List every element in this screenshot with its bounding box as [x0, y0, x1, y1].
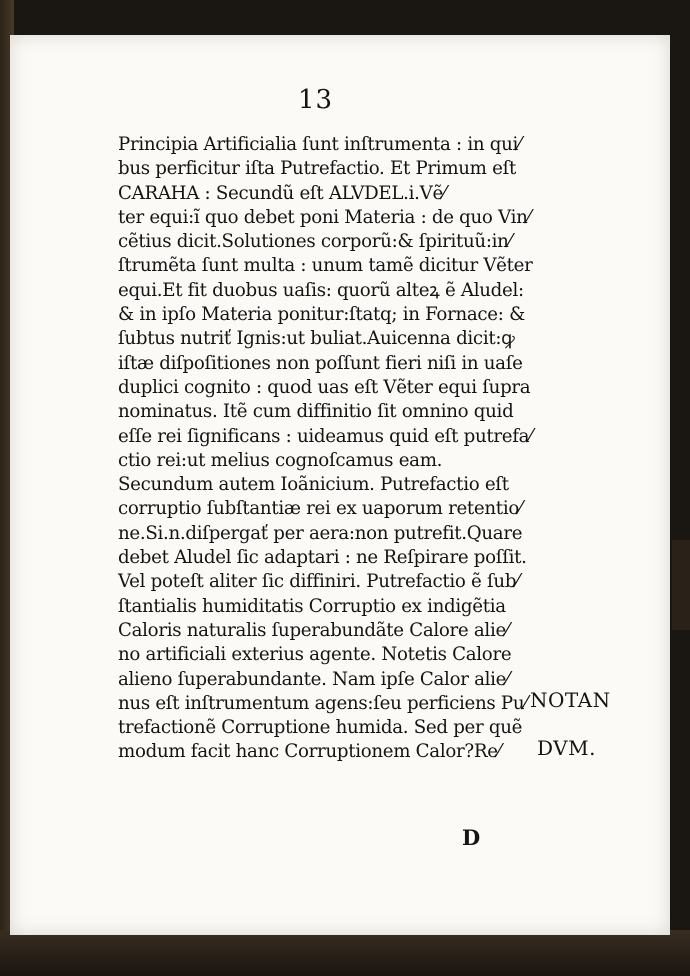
text-line: duplici cognito : quod uas eſt Vẽter equi ſupra — [118, 376, 531, 398]
text-line: equi.Et fit duobus uaſis: quorũ alteꝝ ẽ Aludel: — [118, 279, 524, 301]
text-line: & in ipſo Materia ponitur:ſtatq; in Fornace: & — [118, 304, 525, 326]
text-line: Principia Artificialia ſunt inſtrumenta : in qui⁄ — [118, 134, 521, 155]
page-number: 13 — [298, 85, 334, 115]
text-line: debet Aludel ſic adaptari : ne Reſpirare poſſit. — [118, 547, 527, 569]
book-edge-bottom — [0, 930, 690, 976]
body-text — [118, 133, 538, 765]
text-line: ctio rei:ut melius cognoſcamus eam. — [118, 449, 443, 471]
marginal-note-2: DVM. — [537, 736, 596, 760]
text-line: alieno ſuperabundante. Nam ipſe Calor alie⁄ — [118, 668, 509, 690]
text-line: ſubtus nutriť Ignis:ut buliat.Auicenna dicit:ꝙ — [118, 328, 515, 350]
text-line: no artificiali exterius agente. Notetis Calore — [118, 644, 512, 666]
text-line: cẽtius dicit.Solutiones corporũ:& ſpirituũ:in⁄ — [118, 231, 512, 253]
text-line: ſtantialis humiditatis Corruptio ex indigẽtia — [118, 595, 506, 617]
text-line: modum facit hanc Corruptionem Calor?Re⁄ — [118, 741, 501, 763]
text-line: corruptio ſubſtantiæ rei ex uaporum retentio⁄ — [118, 498, 522, 520]
text-line: ter equi:ĩ quo debet poni Materia : de quo Vin⁄ — [118, 206, 531, 228]
text-line: eſſe rei ſignificans : uideamus quid eſt putrefa⁄ — [118, 425, 532, 447]
text-line: nus eſt inſtrumentum agens:ſeu perficiens Pu⁄ — [118, 692, 528, 714]
text-line: Vel poteſt aliter ſic diffiniri. Putrefactio ẽ ſub⁄ — [118, 571, 519, 593]
text-line: nominatus. Itẽ cum diffinitio ſit omnino quid — [118, 401, 514, 423]
text-line: ſtrumẽta ſunt multa : unum tamẽ dicitur Vẽter — [118, 255, 533, 277]
book-page — [10, 35, 670, 935]
text-line: CARAHA : Secundũ eſt ALVDEL.i.Vẽ⁄ — [118, 182, 446, 204]
marginal-note-1: NOTAN — [530, 688, 611, 712]
text-line: trefactionẽ Corruptione humida. Sed per quẽ — [118, 717, 523, 739]
text-line: bus perficitur iſta Putrefactio. Et Primum eſt — [118, 158, 517, 180]
text-line: Caloris naturalis ſuperabundãte Calore alie⁄ — [118, 619, 509, 641]
signature-mark: D — [462, 825, 481, 850]
text-line: Secundum autem Ioãnicium. Putrefactio eſt — [118, 474, 509, 496]
text-line: iſtæ diſpoſitiones non poſſunt fieri niſi in uaſe — [118, 352, 523, 374]
facing-page-edge — [672, 540, 690, 630]
text-line: ne.Si.n.diſpergať per aera:non putrefit.Quare — [118, 522, 523, 544]
